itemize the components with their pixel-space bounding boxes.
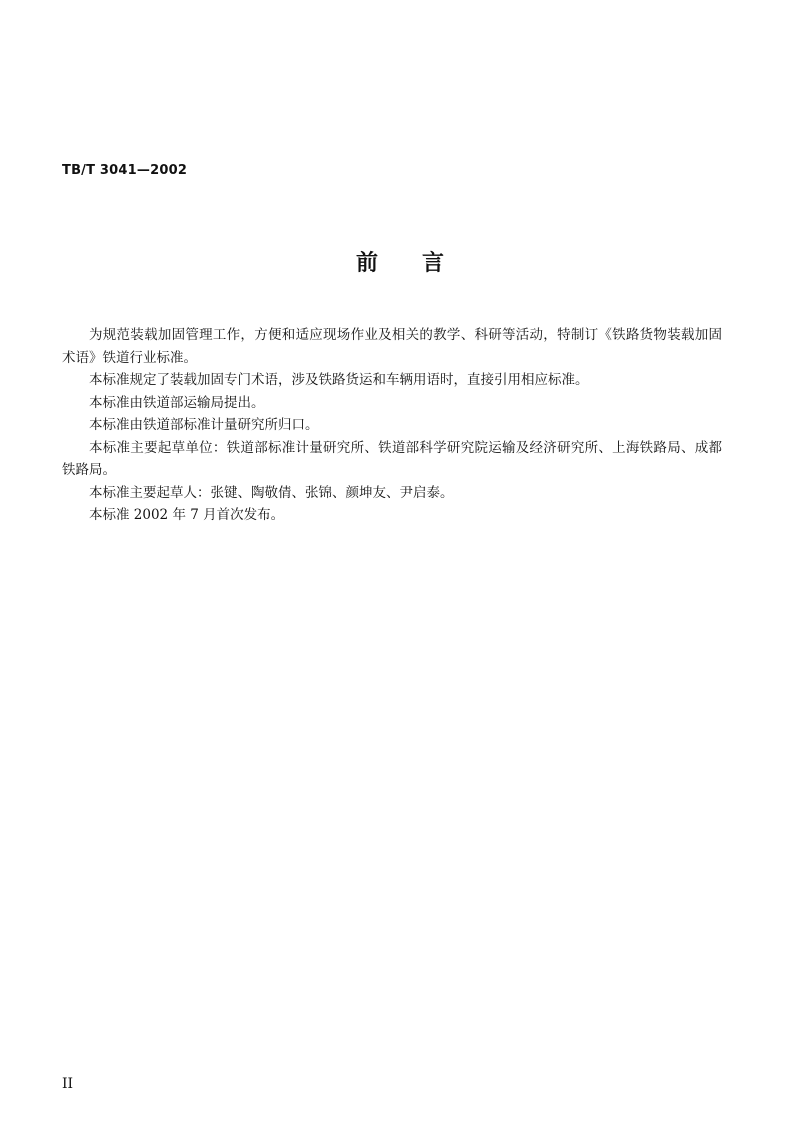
title-char-2: 言 <box>422 251 445 276</box>
page-number: II <box>62 1076 74 1092</box>
foreword-body <box>62 324 722 527</box>
paragraph: 本标准主要起草单位：铁道部标准计量研究所、铁道部科学研究院运输及经济研究所、上海铁路局、成都铁路局。 <box>62 439 722 478</box>
standard-code: TB/T 3041—2002 <box>62 163 188 178</box>
paragraph: 本标准主要起草人：张键、陶敬倩、张锦、颜坤友、尹启泰。 <box>89 484 454 501</box>
paragraph: 本标准规定了装载加固专门术语，涉及铁路货运和车辆用语时，直接引用相应标准。 <box>89 372 589 388</box>
title-char-1: 前 <box>355 251 378 276</box>
paragraph: 本标准由铁道部标准计量研究所归口。 <box>89 417 319 433</box>
paragraph: 本标准 2002 年 7 月首次发布。 <box>89 507 285 523</box>
page-title <box>0 246 800 277</box>
paragraph: 本标准由铁道部运输局提出。 <box>89 394 265 411</box>
paragraph: 为规范装载加固管理工作，方便和适应现场作业及相关的教学、科研等活动，特制订《铁路货物装载加固术语》铁道行业标准。 <box>62 327 722 366</box>
